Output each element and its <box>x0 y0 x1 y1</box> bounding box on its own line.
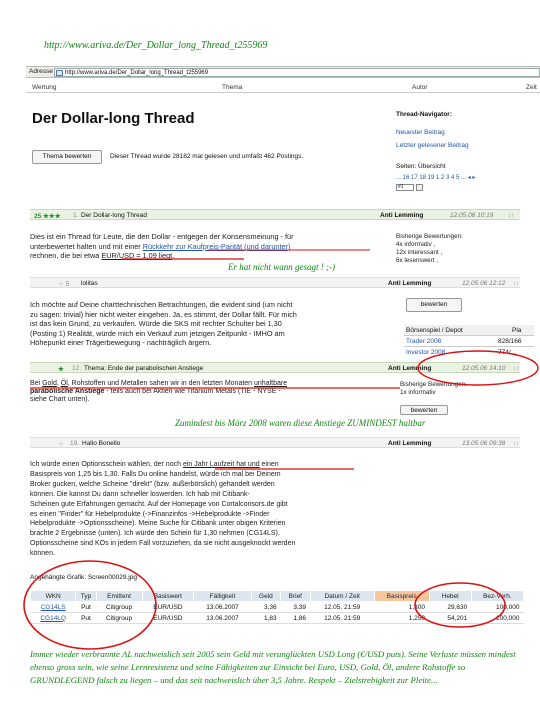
depot-row[interactable] <box>404 347 534 355</box>
table-row[interactable] <box>31 602 524 613</box>
post-number: 1. <box>73 212 79 219</box>
rate-post-button[interactable]: bewerten <box>400 405 448 415</box>
text-span: rechnen, die bei etwa <box>30 251 102 261</box>
rating-stars: 25 ★★★ <box>34 213 61 220</box>
attachment-label[interactable]: Angehängte Grafik: Screen00029.jpg <box>30 574 137 581</box>
address-value: http://www.ariva.de/Der_Dollar_long_Thread_t255969 <box>65 70 209 76</box>
warrant-table <box>30 590 524 624</box>
address-input[interactable] <box>54 68 540 77</box>
nav-arrows[interactable]: ↓↑ <box>508 212 515 219</box>
depot-value: 774/... <box>498 349 517 355</box>
last-read-link[interactable]: Letzter gelesener Beitrag <box>396 142 469 149</box>
wkn-link[interactable]: CG14LS <box>31 602 76 613</box>
depot-col-a: Börsenspiel / Depot <box>406 327 463 334</box>
table-cell: Put <box>76 602 96 613</box>
post-number: 12. <box>72 365 82 372</box>
table-cell: 3,36 <box>251 602 280 613</box>
table-cell: 29,630 <box>429 602 471 613</box>
nav-arrows[interactable]: ↓↑ <box>513 280 520 287</box>
nav-arrows[interactable]: ↓↑ <box>513 440 520 447</box>
col-thema[interactable]: Thema <box>222 84 243 91</box>
table-cell: 13.06.2007 <box>194 602 251 613</box>
table-cell: EUR/USD <box>142 613 194 624</box>
table-cell: 54,201 <box>429 613 471 624</box>
rating-item: 4x informativ , <box>396 241 436 248</box>
rating-stars: ☆ 5 <box>58 281 70 288</box>
text-span: . <box>172 251 175 261</box>
text-line: Broker gucken, welche Scheine "direkt" (bzw. außerbörslich) gehandelt werden <box>30 480 275 488</box>
gold-link[interactable]: Gold <box>42 380 57 387</box>
post-body <box>30 300 400 348</box>
post-date: 12.05.06 14:10 <box>462 365 506 372</box>
text-line <box>30 242 390 252</box>
text-line: brachte 2 Ergebnisse (unten). Ich würde den Schein für 1,30 nehmen (CG14LS). <box>30 530 280 538</box>
text-span: einen <box>259 461 279 468</box>
rating-stars: ★ <box>58 366 64 373</box>
depot-table <box>404 325 534 355</box>
underlined-text: ein Jahr Laufzeit hat und <box>182 461 260 468</box>
navigator-title: Thread-Navigator: <box>396 111 452 118</box>
post-author[interactable]: Anti Lemming <box>388 365 432 372</box>
post-body <box>30 380 400 405</box>
text-line: können. <box>30 550 55 558</box>
depot-value: 828/166 <box>498 338 522 345</box>
post-date: 12.05.06 10:19 <box>450 212 494 219</box>
table-cell: Citigroup <box>96 613 142 624</box>
read-info: Dieser Thread wurde 28182 mal gelesen und umfaßt 462 Postings. <box>110 153 304 160</box>
text-line: Dies ist ein Thread für Leute, die den Dollar - entgegen der Konsensmeinung - für <box>30 232 294 241</box>
col-zeit[interactable]: Zeit <box>526 84 537 91</box>
th-bezverh[interactable]: Bez-Verh. <box>471 591 523 602</box>
th-geld[interactable]: Geld <box>251 591 280 602</box>
table-cell: 13.06.2007 <box>194 613 251 624</box>
text-line: zu sagen: trivial) hier nicht weiter eingehen. Ja, es stimmt, der Dollar fällt. Für mich <box>30 309 297 319</box>
text-line: siehe Chart unten). <box>30 396 90 404</box>
bottom-annotation: Immer wieder verbrannte AL nachweislich seit 2005 sein Geld mit verunglückten USD Long (€/USD puts). Seine Verluste müssen mindest ebenso gross sein, wie seine Lernresistenz und seine Fähigkeiten zur Einsicht bei Euro, USD, Gold, Öl, andere Rohstoffe so GRUNDLEGEND falsch zu liegen – und das seit nachweislich über 3,5 Jahre. Respekt – Zielstrebigkeit zur Pleite... <box>30 649 516 685</box>
post-author[interactable]: Anti Lemming <box>388 280 432 287</box>
post-header <box>30 277 520 288</box>
th-typ[interactable]: Typ <box>76 591 96 602</box>
post-subject[interactable]: Thema: Ende der parabolischen Anstiege <box>84 365 204 372</box>
table-cell: 1,83 <box>251 613 280 624</box>
post-date: 13.05.06 09:38 <box>462 440 506 447</box>
depot-row[interactable] <box>404 336 534 347</box>
ratings-label: Bisherige Bewertungen: <box>396 233 463 240</box>
text-line: es einen "Finder" für Hebelprodukte (->Finanzinfos ->Hebelprodukte ->Finder <box>30 510 270 518</box>
th-emittent[interactable]: Emittent <box>96 591 142 602</box>
post-header <box>30 209 520 220</box>
address-bar <box>26 66 540 78</box>
annotation-note: Zumindest bis März 2008 waren diese Anstiege ZUMINDEST haltbar <box>175 418 426 428</box>
text-line: ist das kein Grund, zu verkaufen. Würde die SKS mit rechter Schulter bei 1,30 <box>30 319 282 329</box>
th-datum[interactable]: Datum / Zeit <box>310 591 374 602</box>
post-subject[interactable]: Der Dollar-long Thread <box>81 212 147 219</box>
post-number: 19. <box>70 440 80 447</box>
th-brief[interactable]: Brief <box>281 591 310 602</box>
caption-url: http://www.ariva.de/Der_Dollar_long_Thread_t255969 <box>44 40 268 51</box>
col-autor[interactable]: Autor <box>412 84 428 91</box>
underlined-text: EUR/USD = 1,09 liegt <box>101 251 173 261</box>
nav-arrows[interactable]: ↓↑ <box>513 365 520 372</box>
table-cell: Citigroup <box>96 602 142 613</box>
post-date: 12.05.06 12:12 <box>462 280 506 287</box>
text-span: - teils auch bei Aktien wie Titanium Metals (TIE - NYSE - <box>104 388 281 396</box>
rate-post-button[interactable]: bewerten <box>406 298 462 312</box>
text-line: Höhepunkt einer Trägerbewegung - nachträglich ärgern. <box>30 338 212 348</box>
bold-text: parabolische Anstiege <box>30 388 105 396</box>
page-select[interactable]: #1 <box>396 184 414 191</box>
th-basiswert[interactable]: Basiswert <box>142 591 194 602</box>
text-span: unterbewertet halten und mit einer <box>30 241 143 251</box>
underlined-text: unhaltbare <box>254 380 288 387</box>
post-ratings <box>400 381 467 397</box>
thread-navigator <box>392 105 532 195</box>
rating-item: 1x informativ <box>400 389 436 396</box>
rating-item: 12x interessant , <box>396 249 443 256</box>
text-line: Optionsscheine sind KOs in jedem Fall vorzuziehen, da sie nicht ausgeknockt werden <box>30 540 296 548</box>
page-links[interactable]: ... 16 17 18 19 1 2 3 4 5 ... ◂ ▸ <box>396 175 476 181</box>
post-header <box>30 437 520 448</box>
text-span: Bei <box>30 380 43 387</box>
table-cell: 100,000 <box>471 613 523 624</box>
table-cell: Put <box>76 613 96 624</box>
table-cell: 12.05. 21:59 <box>310 602 374 613</box>
th-wkn[interactable]: WKN <box>31 591 76 602</box>
text-line: (Posting 1) Realität, würde mich ein Verkauf zum jetzigen Zeitpunkt - IMHO am <box>30 328 285 338</box>
table-cell: 3,39 <box>281 602 310 613</box>
post-body <box>30 460 400 559</box>
col-wertung[interactable]: Wertung <box>32 84 57 91</box>
post-ratings <box>396 233 463 265</box>
column-header <box>26 82 540 93</box>
page-select-arrow[interactable] <box>416 184 423 191</box>
th-faelligkeit[interactable]: Fälligkeit <box>194 591 251 602</box>
rate-thread-button[interactable]: Thema bewerten <box>32 150 102 164</box>
table-cell: 1,86 <box>281 613 310 624</box>
newest-post-link[interactable]: Neuester Beitrag <box>396 129 445 136</box>
address-label: Adresse <box>29 68 53 75</box>
text-line <box>30 388 400 396</box>
table-cell: 100,000 <box>471 602 523 613</box>
oil-link[interactable]: Öl <box>60 380 68 387</box>
table-cell: 1,300 <box>374 602 429 613</box>
text-line: Hebelprodukte ->Optionsscheine). Meine Suche für Citibank unter obigen Kriterien <box>30 520 286 528</box>
parity-link[interactable]: Rückkehr zur Kaufpreis-Parität (und darunter) <box>142 241 291 251</box>
depot-name[interactable]: Investor 2008 <box>406 349 446 355</box>
post-author[interactable]: Anti Lemming <box>380 212 424 219</box>
rating-item: 6x lesenswert , <box>396 257 438 264</box>
text-line: Ich möchte auf Deine charttechnischen Betrachtungen, die evident sind (um nicht <box>30 300 293 309</box>
th-hebel[interactable]: Hebel <box>429 591 471 602</box>
post-subject[interactable]: Hallo Bonello <box>82 440 121 447</box>
table-header-row <box>31 591 524 602</box>
depot-name[interactable]: Trader 2008 <box>406 338 442 345</box>
text-span: , Rohstoffen und Metallen sahen wir in den letzten Monaten <box>67 380 255 387</box>
thread-title: Der Dollar-long Thread <box>32 110 195 127</box>
ratings-label: Bisherige Bewertungen: <box>400 381 467 388</box>
table-cell: 1,250 <box>374 613 429 624</box>
page-icon <box>56 70 63 76</box>
th-basispreis[interactable]: Basispreis <box>374 591 429 602</box>
text-span: , <box>56 380 61 387</box>
table-row[interactable] <box>31 613 524 624</box>
text-line <box>30 380 400 388</box>
post-author[interactable]: Anti Lemming <box>388 440 432 447</box>
text-line <box>30 251 390 261</box>
text-line <box>30 460 400 470</box>
post-body <box>30 232 390 261</box>
depot-header <box>404 325 534 336</box>
text-line: Basispreis von 1,25 bis 1,30. Falls Du online handelst, würde ich mal bei Deinem <box>30 470 281 478</box>
wkn-link[interactable]: CG14LQ <box>31 613 76 624</box>
table-cell: EUR/USD <box>142 602 194 613</box>
pages-label: Seiten: Übersicht <box>396 163 446 170</box>
post-subject[interactable]: lolitas <box>81 280 98 287</box>
table-cell: 12.05. 21:59 <box>310 613 374 624</box>
annotation-note: Er hat nicht wann gesagt ! ;-) <box>228 262 335 272</box>
text-line: Scheinen gute Erfahrungen gemacht. Auf der Homepage von Cortalconsors.de gibt <box>30 500 288 508</box>
text-span: Ich würde einen Optionsschein wählen, der noch <box>30 461 183 468</box>
rating-stars: ☆ <box>58 441 64 448</box>
text-line: können. Die kannst Du dann schneller loswerden. Ich hab mit Citibank- <box>30 490 250 498</box>
depot-col-b: Pla <box>512 327 522 334</box>
post-header <box>30 362 520 373</box>
